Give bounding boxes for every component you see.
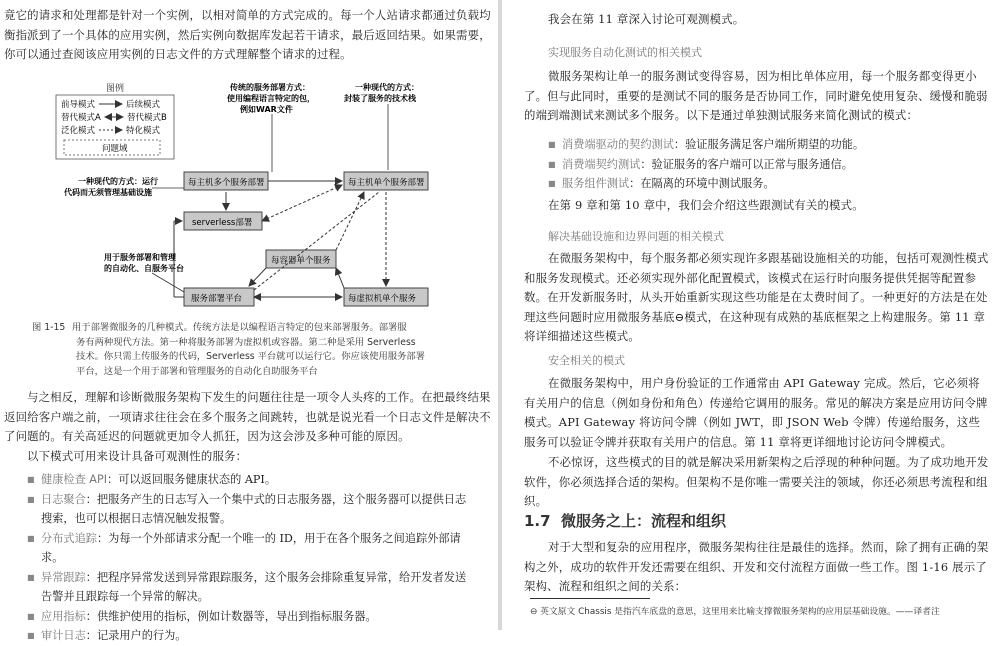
note-modern-stack: 一种现代的方式： — [355, 83, 419, 92]
paragraph-observability: 与之相反，理解和诊断微服务架构下发生的问题往往是一项令人头疼的工作。在把最终结果返回给客户端之前，一项请求往往会在多个服务之间跳转，也就是说光看一个日志文件是解决不了问题的。有关高延迟的问题就更加令人抓狂，因为这会涉及多种可能的原因。 — [4, 390, 491, 443]
box-platform-label: 服务部署平台 — [191, 294, 243, 304]
paragraph-goal: 不必惊讶，这些模式的目的就是解决采用新架构之后浮现的种种问题。为了成功地开发软件，你必须选择合适的架构。但架构不是你唯一需要关注的领域，你还必须思考流程和组织。 — [524, 455, 989, 508]
figure-caption-line: 务有两种现代方法。第一种将服务部署为虚拟机或容器。第二种是采用 Serverless — [76, 336, 416, 348]
footnote-rule — [530, 598, 650, 599]
legend-item: 替代模式B — [127, 113, 167, 123]
list-item: ■ 健康检查 API：可以返回服务健康状态的 API。 — [27, 470, 467, 490]
note-platform: 的自动化、自服务平台 — [104, 264, 184, 273]
legend-domain: 问题域 — [102, 144, 128, 154]
list-item: ■ 消费端驱动的契约测试：验证服务满足客户端所期望的功能。 — [548, 135, 988, 155]
legend-title: 图例 — [106, 84, 125, 94]
testing-pattern-list — [548, 135, 988, 194]
section-number: 1.7 — [524, 512, 551, 530]
heading-security-patterns: 安全相关的模式 — [548, 354, 625, 367]
list-item: ■ 服务组件测试：在隔离的环境中测试服务。 — [548, 174, 988, 194]
figure-caption-line: 平台，这是一个用于部署和管理服务的自动化自助服务平台 — [76, 365, 318, 377]
list-item: ■ 审计日志：记录用户的行为。 — [27, 626, 467, 646]
box-container-label: 每容器单个服务 — [271, 256, 331, 266]
paragraph-security: 在微服务架构中，用户身份验证的工作通常由 API Gateway 完成。然后，它必须将有关用户的信息（例如身份和角色）传递给它调用的服务。常见的解决方案是应用访问令牌模式。API Gateway 将访问令牌（例如 JWT，即 JSON Web 令牌）传递给服务，这些服务可以验证令牌并获取有关用户的信息。第 11 章将更详细地讨论访问令牌模式。 — [524, 376, 988, 449]
legend-item: 前导模式 — [61, 100, 96, 110]
note-traditional: 传统的服务部署方式： — [230, 83, 310, 92]
heading-infra-patterns: 解决基础设施和边界问题的相关模式 — [548, 230, 724, 243]
box-multi-label: 每主机多个服务部署 — [188, 178, 265, 188]
note-modern-infra: 一种现代的方式：运行 — [78, 177, 158, 186]
footnote: ⊖ 英文原文 Chassis 是指汽车底盘的意思，这里用来比喻支撑微服务架构的应用层基础设施。——译者注 — [530, 607, 940, 617]
paragraph-final: 对于大型和复杂的应用程序，微服务架构往往是最佳的选择。然而，除了拥有正确的架构之外，成功的软件开发还需要在组织、开发和交付流程方面做一些工作。图 1-16 展示了架构、流程和组织之间的关系： — [524, 540, 989, 593]
list-item: ■ 应用指标：供维护使用的指标，例如计数器等，导出到指标服务器。 — [27, 607, 467, 627]
paragraph-testing: 微服务架构让单一的服务测试变得容易，因为相比单体应用，每一个服务都变得更小了。但与此同时，重要的是测试不同的服务是否协同工作，同时避免使用复杂、缓慢和脆弱的端到端测试来测试多个服务。以下是通过单独测试服务来简化测试的模式： — [524, 69, 988, 122]
figure-caption — [72, 321, 482, 379]
note-modern-infra: 代码而无须管理基础设施 — [64, 188, 152, 197]
box-single-label: 每主机单个服务部署 — [348, 178, 425, 188]
legend-item: 泛化模式 — [61, 126, 96, 136]
note-modern-stack: 封装了服务的技术栈 — [344, 94, 416, 103]
intro-paragraph: 竟它的请求和处理都是针对一个实例，以相对简单的方式完成的。每一个人站请求都通过负载均衡指派到了一个具体的应用实例，然后实例向数据库发起若干请求，最后返回结果。如果需要，你可以通过查阅该应用实例的日志文件的方式理解整个请求的过程。 — [4, 8, 491, 61]
figure-caption-line: 技术。你只需上传服务的代码，Serverless 平台就可以运行它。你应该使用服务部署 — [76, 351, 425, 362]
legend-item: 特化模式 — [126, 126, 161, 136]
deployment-patterns-figure — [34, 80, 464, 320]
box-vm-label: 每虚拟机单个服务 — [348, 294, 417, 304]
list-item: ■ 异常跟踪：把程序异常发送到异常跟踪服务，这个服务会排除重复异常，给开发者发送告警并且跟踪每一个异常的解决。 — [27, 568, 467, 607]
section-title: 微服务之上：流程和组织 — [561, 512, 727, 530]
figure-legend — [56, 82, 174, 159]
figure-caption-line: 用于部署微服务的几种模式。传统方法是以编程语言特定的包来部署服务。部署服 — [72, 322, 407, 333]
right-page — [500, 0, 1000, 630]
heading-testing-patterns: 实现服务自动化测试的相关模式 — [548, 46, 702, 59]
section-heading — [524, 510, 726, 531]
observability-pattern-list — [27, 470, 467, 646]
paragraph-infra: 在微服务架构中，每个服务都必须实现许多跟基础设施相关的功能，包括可观测性模式和服务发现模式。还必须实现外部化配置模式，该模式在运行时向服务提供凭据等配置参数。在开发新服务时，从头开始重新实现这些功能是在太费时间了。一种更好的方法是在处理这些问题时应用微服务基底⊖模式，在这种现有成熟的基底框架之上构建服务。第 11 章将详细描述这些模式。 — [524, 251, 989, 343]
list-item: ■ 消费端契约测试：验证服务的客户端可以正常与服务通信。 — [548, 155, 988, 175]
note-traditional: 例如WAR文件 — [240, 105, 293, 114]
paragraph-patterns-intro: 以下模式可用来设计具备可观测性的服务： — [27, 449, 248, 463]
figure-caption-label: 图 1-15 — [32, 322, 66, 333]
note-platform: 用于服务部署和管理 — [104, 253, 176, 262]
note-traditional: 使用编程语言特定的包， — [227, 94, 315, 103]
left-page — [0, 0, 500, 642]
paragraph-chapter11: 我会在第 11 章深入讨论可观测模式。 — [548, 12, 745, 26]
list-item: ■ 日志聚合：把服务产生的日志写入一个集中式的日志服务器，这个服务器可以提供日志搜索，也可以根据日志情况触发报警。 — [27, 490, 467, 529]
box-serverless-label: serverless部署 — [192, 218, 253, 228]
legend-item: 替代模式A — [61, 113, 101, 123]
legend-item: 后续模式 — [126, 100, 161, 110]
list-item: ■ 分布式追踪：为每一个外部请求分配一个唯一的 ID，用于在各个服务之间追踪外部请求。 — [27, 529, 467, 568]
paragraph-chapter9: 在第 9 章和第 10 章中，我们会介绍这些跟测试有关的模式。 — [548, 198, 864, 212]
